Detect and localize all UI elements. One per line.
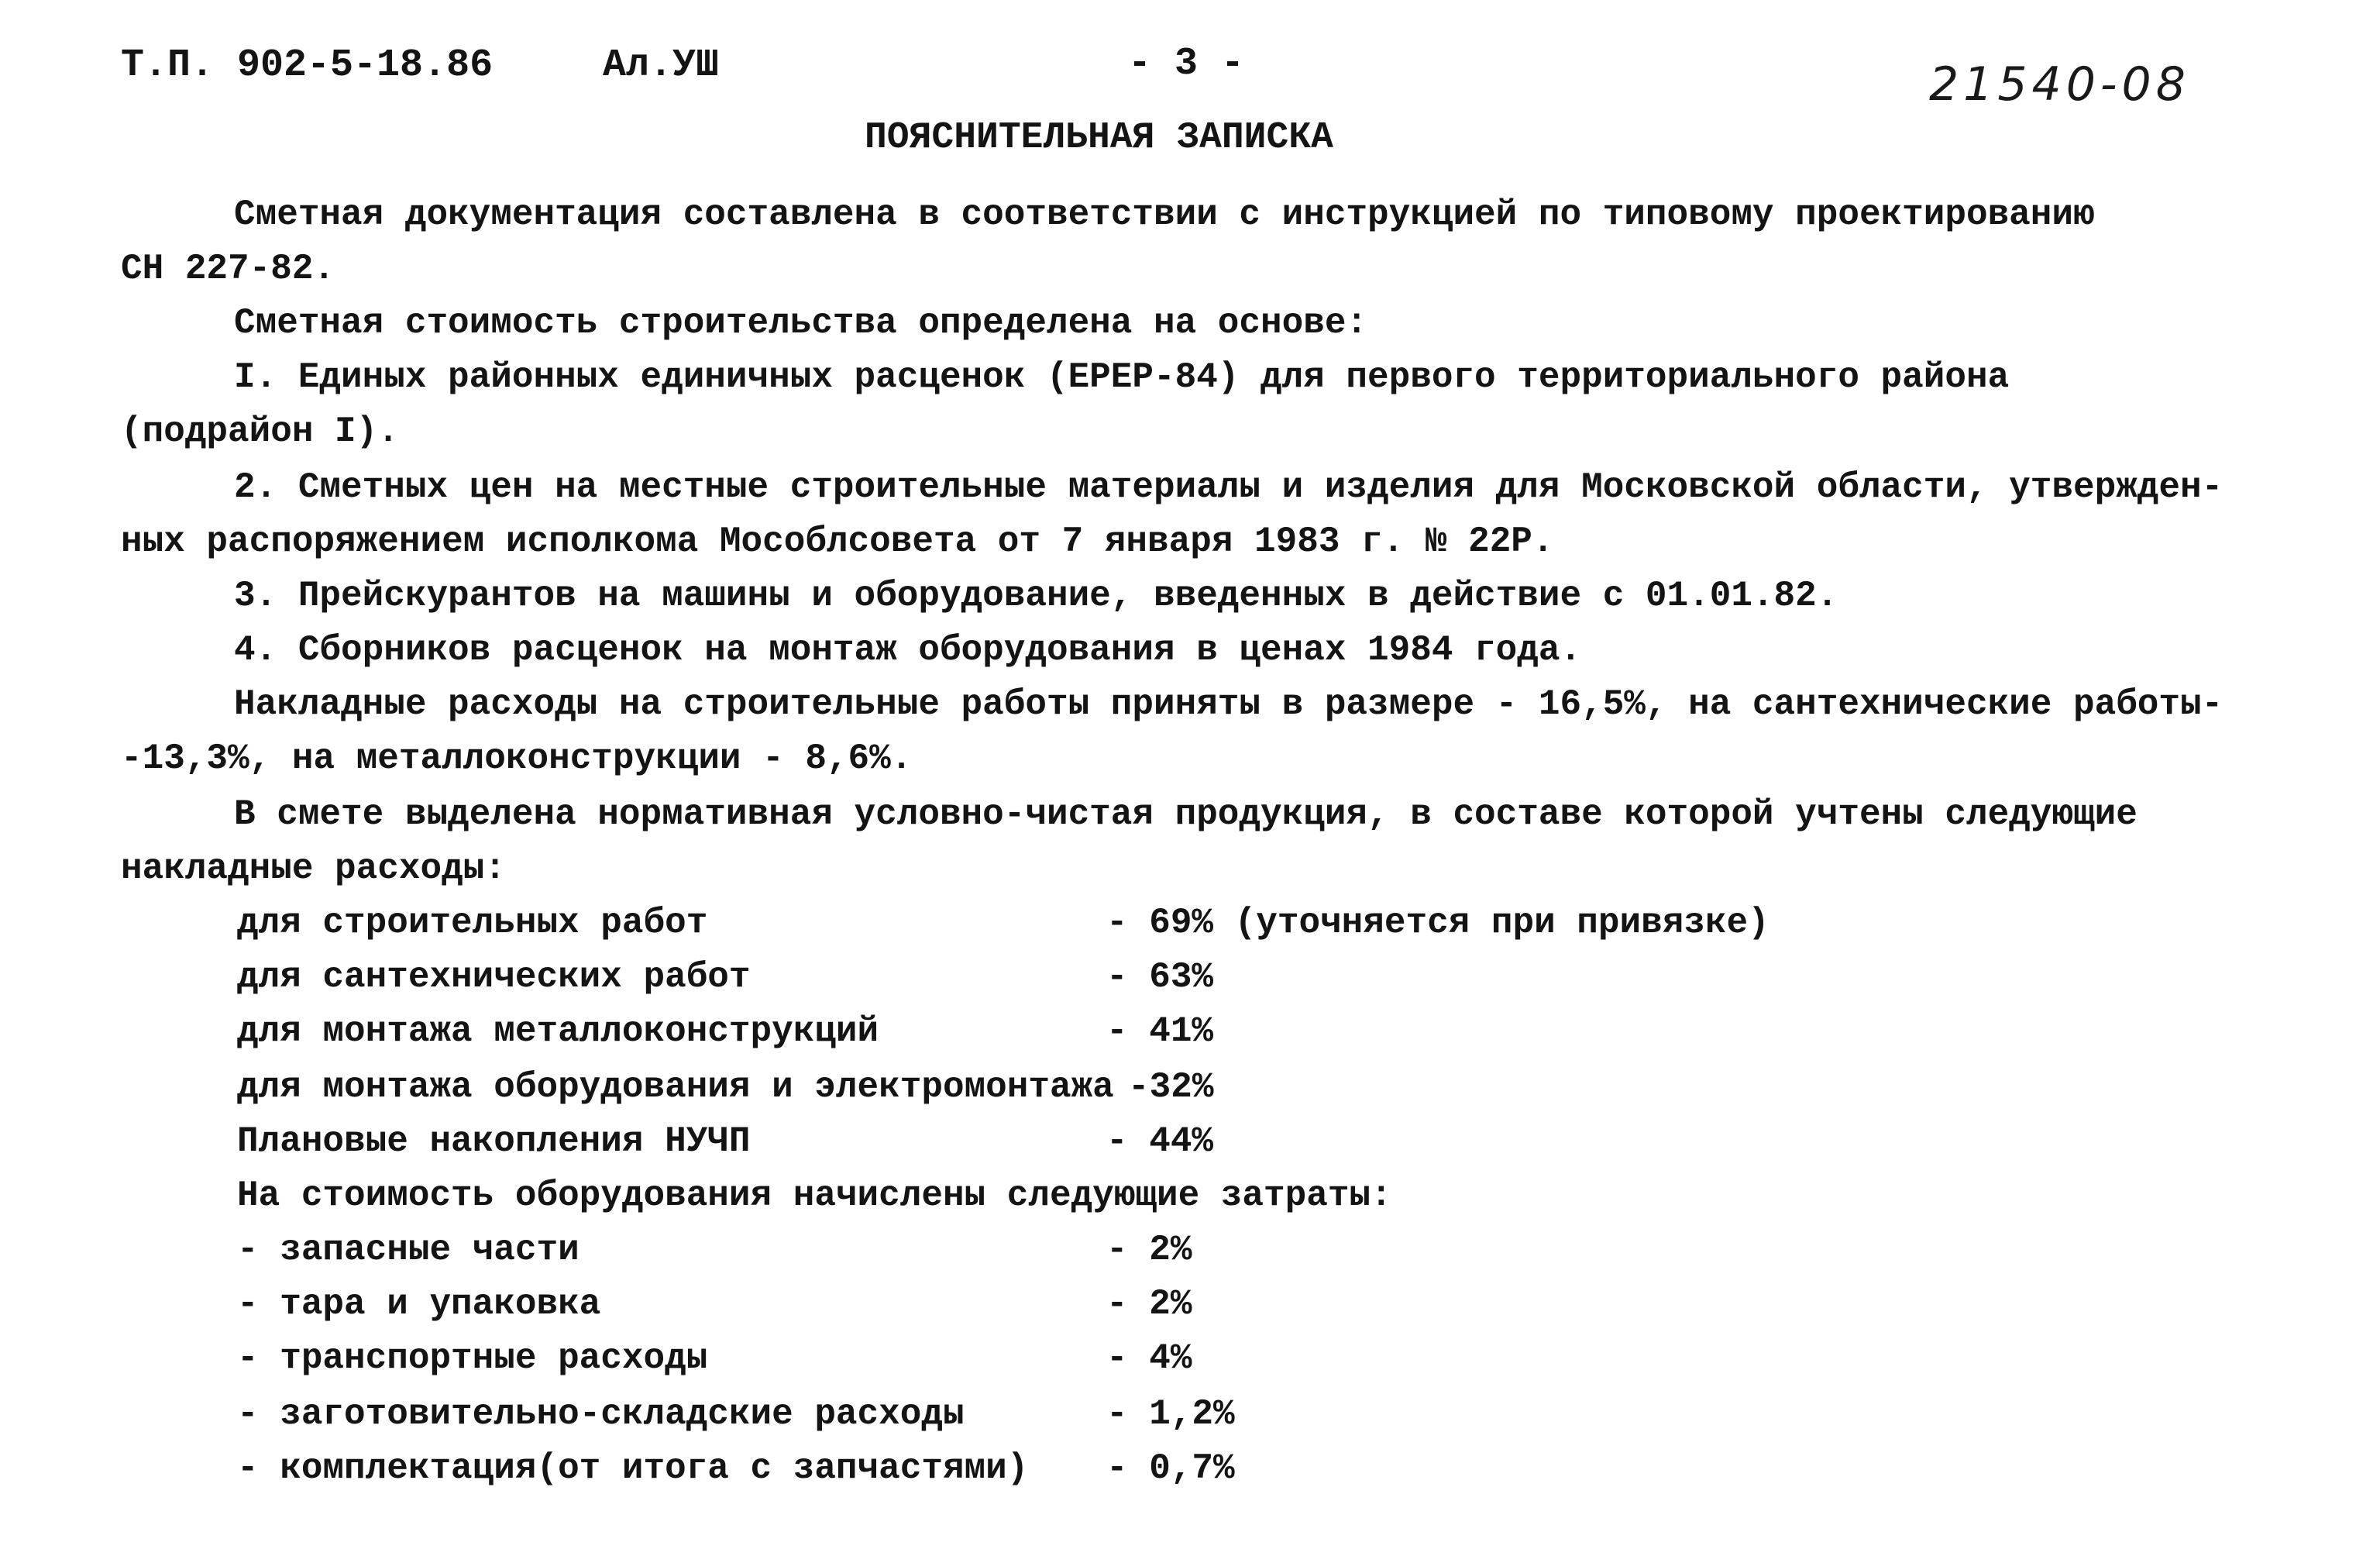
overhead-item-value: - 63% bbox=[1106, 957, 1214, 997]
basis-item-3: 3. Прейскурантов на машины и оборудование, введенных в действие с 01.01.82. bbox=[234, 576, 1838, 616]
equipment-item-value: - 2% bbox=[1106, 1284, 1192, 1324]
equipment-item-value: - 4% bbox=[1106, 1338, 1192, 1379]
paragraph-intro-line1: Сметная документация составлена в соответствии с инструкцией по типовому проектированию bbox=[234, 194, 2095, 235]
document-code: Т.П. 902-5-18.86 bbox=[121, 43, 494, 88]
equipment-item-label: - транспортные расходы bbox=[237, 1338, 708, 1379]
equipment-item-label: - комплектация(от итога с запчастями) bbox=[237, 1448, 1029, 1489]
equipment-costs-intro: На стоимость оборудования начислены следующие затраты: bbox=[237, 1176, 1392, 1216]
basis-item-2-line2: ных распоряжением исполкома Мособлсовета от 7 января 1983 г. № 22Р. bbox=[121, 522, 1554, 562]
overhead-item-label: Плановые накопления НУЧП bbox=[237, 1121, 751, 1162]
equipment-item-value: - 0,7% bbox=[1106, 1448, 1235, 1489]
equipment-item-label: - заготовительно-складские расходы bbox=[237, 1394, 965, 1434]
nuchp-paragraph-line1: В смете выделена нормативная условно-чистая продукция, в составе которой учтены следующие bbox=[234, 794, 2138, 835]
overhead-item-value: - 69% (уточняется при привязке) bbox=[1106, 903, 1770, 943]
overhead-item-value: - 41% bbox=[1106, 1011, 1214, 1052]
overhead-item-label: для монтажа металлоконструкций bbox=[237, 1011, 879, 1052]
album-number: Ал.УШ bbox=[603, 43, 720, 88]
nuchp-paragraph-line2: накладные расходы: bbox=[121, 849, 506, 889]
equipment-item-label: - тара и упаковка bbox=[237, 1284, 601, 1324]
overhead-paragraph-line1: Накладные расходы на строительные работы приняты в размере - 16,5%, на сантехнические работы- bbox=[234, 684, 2224, 725]
equipment-item-value: - 2% bbox=[1106, 1230, 1192, 1270]
basis-item-1-line2: (подрайон I). bbox=[121, 411, 399, 452]
paragraph-basis: Сметная стоимость строительства определена на основе: bbox=[234, 303, 1368, 343]
equipment-item-value: - 1,2% bbox=[1106, 1394, 1235, 1434]
equipment-item-label: - запасные части bbox=[237, 1230, 580, 1270]
overhead-item-value: -32% bbox=[1128, 1067, 1214, 1107]
page-title: ПОЯСНИТЕЛЬНАЯ ЗАПИСКА bbox=[865, 117, 1333, 159]
handwritten-inventory-number: 21540-08 bbox=[1929, 57, 2190, 112]
overhead-item-label: для сантехнических работ bbox=[237, 957, 751, 997]
overhead-item-label: для монтажа оборудования и электромонтажа bbox=[237, 1067, 1114, 1107]
paragraph-intro-line2: СН 227-82. bbox=[121, 249, 335, 289]
basis-item-2-line1: 2. Сметных цен на местные строительные материалы и изделия для Московской области, утвержден- bbox=[234, 467, 2224, 508]
basis-item-1-line1: I. Единых районных единичных расценок (ЕРЕР-84) для первого территориального района bbox=[234, 357, 2010, 398]
overhead-paragraph-line2: -13,3%, на металлоконструкции - 8,6%. bbox=[121, 738, 913, 779]
overhead-item-label: для строительных работ bbox=[237, 903, 708, 943]
page-number: - 3 - bbox=[1128, 42, 1245, 86]
overhead-item-value: - 44% bbox=[1106, 1121, 1214, 1162]
basis-item-4: 4. Сборников расценок на монтаж оборудования в ценах 1984 года. bbox=[234, 630, 1582, 670]
